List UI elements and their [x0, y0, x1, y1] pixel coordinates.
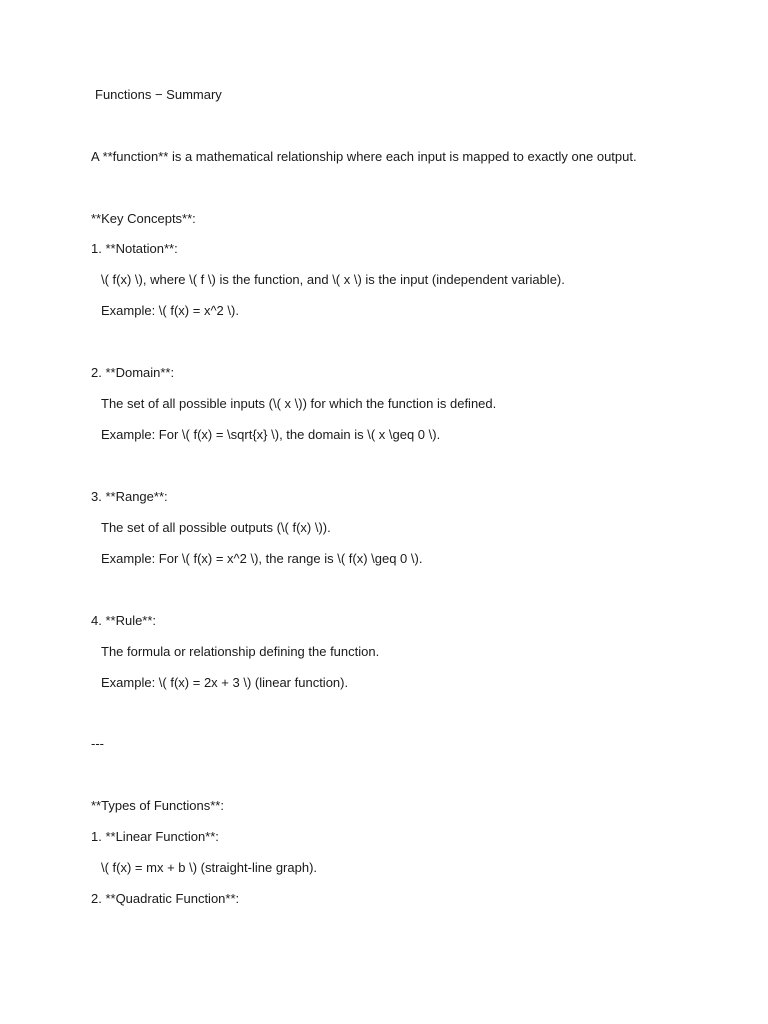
type-heading-linear: 1. **Linear Function**: [91, 829, 219, 844]
concept-heading-range: 3. **Range**: [91, 489, 168, 504]
concept-heading-rule: 4. **Rule**: [91, 613, 157, 628]
concept-text-notation: \( f(x) \), where \( f \) is the function, and \( x \) is the input (independent variable). [101, 272, 565, 287]
concept-example-notation: Example: \( f(x) = x^2 \). [101, 303, 239, 318]
concept-example-domain: Example: For \( f(x) = \sqrt{x} \), the domain is \( x \geq 0 \). [101, 427, 441, 442]
section-separator: --- [91, 736, 104, 751]
types-heading: **Types of Functions**: [91, 798, 224, 813]
type-text-linear: \( f(x) = mx + b \) (straight-line graph). [101, 860, 318, 875]
concept-text-domain: The set of all possible inputs (\( x \)) for which the function is defined. [101, 396, 497, 411]
concept-text-range: The set of all possible outputs (\( f(x) \)). [101, 520, 331, 535]
document-title: Functions − Summary [95, 87, 222, 102]
concept-heading-domain: 2. **Domain**: [91, 365, 175, 380]
concept-example-range: Example: For \( f(x) = x^2 \), the range is \( f(x) \geq 0 \). [101, 551, 423, 566]
concept-text-rule: The formula or relationship defining the function. [101, 644, 380, 659]
concept-heading-notation: 1. **Notation**: [91, 241, 178, 256]
concept-example-rule: Example: \( f(x) = 2x + 3 \) (linear function). [101, 675, 349, 690]
intro-paragraph: A **function** is a mathematical relationship where each input is mapped to exactly one output. [91, 149, 637, 164]
type-heading-quadratic: 2. **Quadratic Function**: [91, 891, 240, 906]
key-concepts-heading: **Key Concepts**: [91, 211, 196, 226]
